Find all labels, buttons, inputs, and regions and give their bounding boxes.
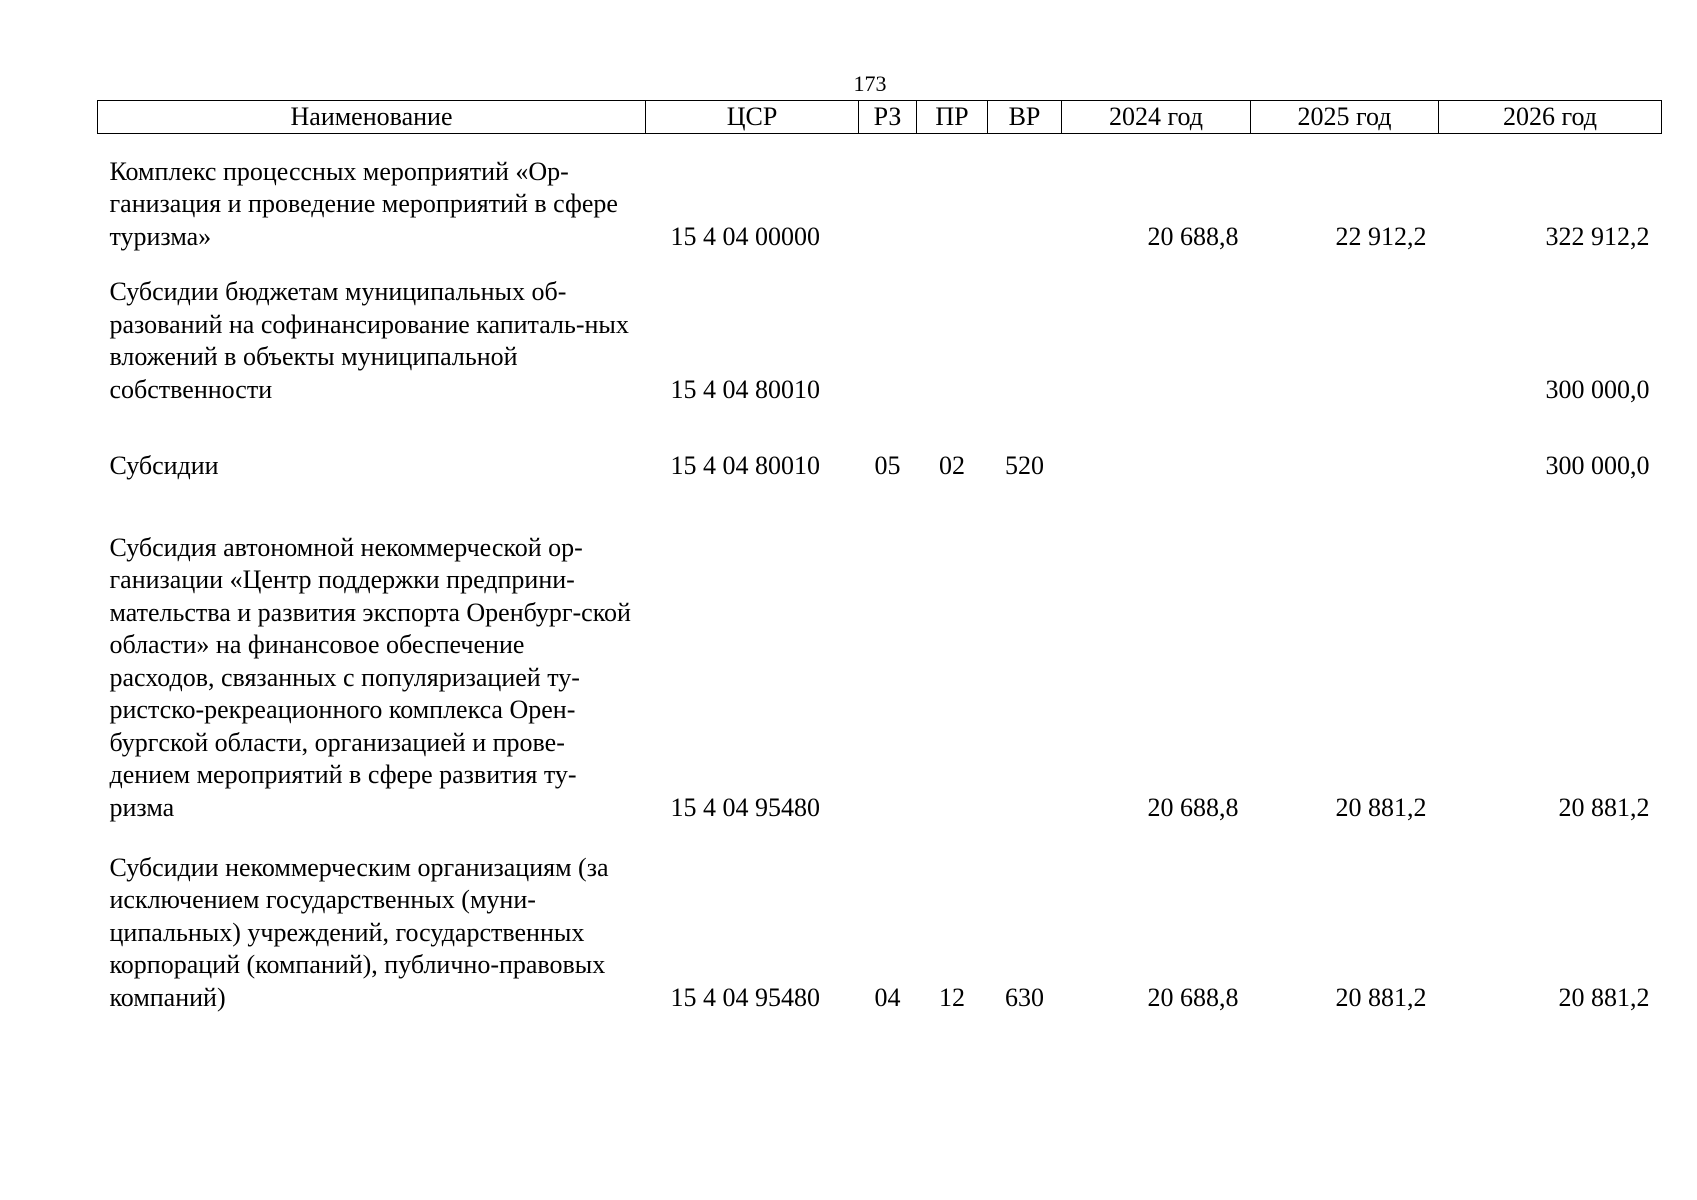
- row-2025: 22 912,2: [1335, 221, 1427, 251]
- row-pr: 12: [939, 982, 965, 1012]
- row-2026: 20 881,2: [1558, 792, 1650, 822]
- row-2024: [1062, 406, 1251, 482]
- table-header-row: [98, 101, 1662, 134]
- header-rz: РЗ: [859, 101, 917, 134]
- row-csr: 15 4 04 95480: [670, 982, 820, 1012]
- row-rz: 05: [874, 450, 901, 480]
- row-csr: 15 4 04 95480: [670, 792, 820, 822]
- row-2026: 322 912,2: [1545, 221, 1650, 251]
- row-2025: 20 881,2: [1335, 792, 1427, 822]
- table-row: [98, 253, 1662, 406]
- row-2024: 20 688,8: [1147, 982, 1239, 1012]
- row-vr: [988, 152, 1062, 253]
- row-2025: [1251, 406, 1439, 482]
- row-2026: 300 000,0: [1545, 450, 1650, 480]
- table-row: [98, 482, 1662, 824]
- header-pr: ПР: [917, 101, 988, 134]
- table-row: [98, 824, 1662, 1014]
- row-csr: 15 4 04 80010: [670, 450, 820, 480]
- row-pr: 02: [939, 450, 965, 480]
- row-rz: [859, 152, 917, 253]
- row-pr: [917, 482, 988, 824]
- row-2026: 20 881,2: [1558, 982, 1650, 1012]
- row-2024: [1062, 253, 1251, 406]
- row-2025: [1251, 253, 1439, 406]
- header-name: Наименование: [98, 101, 646, 134]
- row-rz: [859, 482, 917, 824]
- row-vr: 630: [1005, 982, 1044, 1012]
- row-csr: 15 4 04 00000: [670, 221, 820, 251]
- row-pr: [917, 152, 988, 253]
- table-row: [98, 406, 1662, 482]
- page-number: 173: [853, 71, 887, 96]
- budget-table: [97, 100, 1662, 1014]
- header-csr: ЦСР: [646, 101, 859, 134]
- header-2025: 2025 год: [1251, 101, 1439, 134]
- row-vr: [988, 482, 1062, 824]
- row-vr: 520: [1005, 450, 1044, 480]
- row-2025: 20 881,2: [1335, 982, 1427, 1012]
- row-rz: 04: [874, 982, 901, 1012]
- row-rz: [859, 253, 917, 406]
- row-name: Субсидии некоммерческим организациям (за исключением государственных (муни-ципальных) учреждений, государственных корпораций (компаний), публично-правовых компаний): [109, 852, 609, 1012]
- header-vr: ВР: [988, 101, 1062, 134]
- row-csr: 15 4 04 80010: [670, 374, 820, 404]
- row-name: Субсидия автономной некоммерческой ор-ганизации «Центр поддержки предприни-мательства и развития экспорта Оренбург-ской области» на финансовое обеспечение расходов, связанных с популяризацией ту-ристско-рекреационного комплекса Орен-бургской области, организацией и прове-дением мероприятий в сфере развития ту-ризма: [109, 532, 631, 822]
- row-2024: 20 688,8: [1147, 792, 1239, 822]
- row-vr: [988, 253, 1062, 406]
- row-2026: 300 000,0: [1545, 374, 1650, 404]
- header-2026: 2026 год: [1439, 101, 1662, 134]
- header-2024: 2024 год: [1062, 101, 1251, 134]
- row-name: Комплекс процессных мероприятий «Ор-ганизация и проведение мероприятий в сфере туризма»: [109, 156, 618, 251]
- row-name: Субсидии: [109, 450, 219, 480]
- row-pr: [917, 253, 988, 406]
- table-row: [98, 152, 1662, 253]
- row-2024: 20 688,8: [1147, 221, 1239, 251]
- row-name: Субсидии бюджетам муниципальных об-разований на софинансирование капиталь-ных вложений в объекты муниципальной собственности: [109, 277, 629, 404]
